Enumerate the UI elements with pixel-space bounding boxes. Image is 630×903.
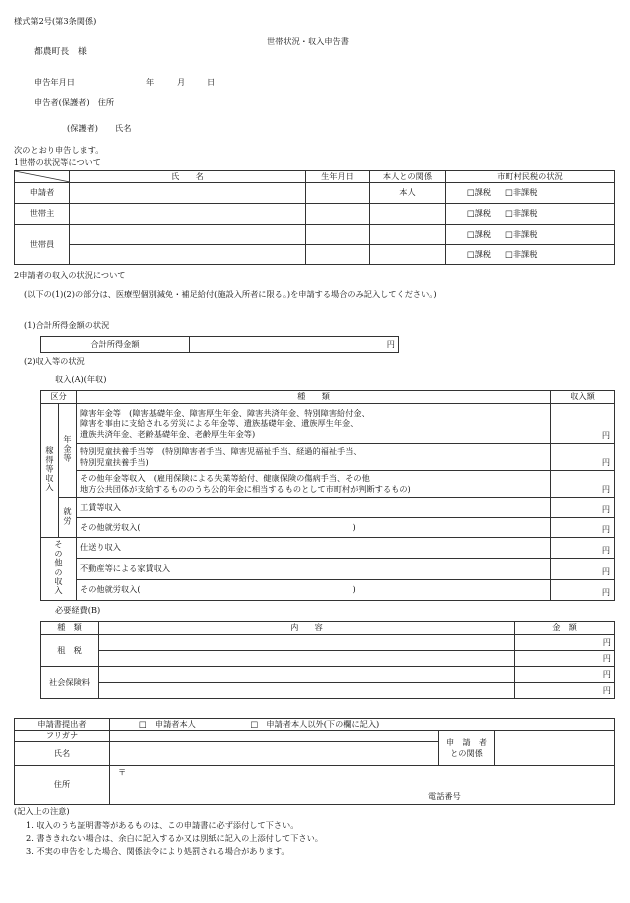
name-input[interactable]: [110, 742, 439, 766]
tax-status-cell[interactable]: [446, 245, 615, 265]
birthdate-input[interactable]: [306, 245, 370, 265]
table-row: [15, 183, 615, 204]
amount-input[interactable]: 円: [551, 444, 615, 471]
total-income-table: [40, 336, 399, 353]
taxed-checkbox[interactable]: □課税: [467, 187, 492, 198]
section2-title: 2申請者の収入の状況について: [14, 270, 126, 280]
date-day: 日: [207, 77, 216, 87]
sub2-title: (2)収入等の状況: [24, 356, 85, 366]
address-label: 住所: [15, 766, 110, 805]
date-label: 申告年月日: [34, 77, 75, 87]
note-item: 3. 不実の申告をした場合、関係法令により処罰される場合があります。: [26, 846, 290, 856]
date-year: 年: [146, 77, 155, 87]
section1-title: 1世帯の状況等について: [14, 157, 101, 167]
name-input[interactable]: [70, 204, 306, 225]
taxed-checkbox[interactable]: □課税: [467, 248, 492, 259]
header-kind: 種 類: [77, 391, 551, 404]
expense-label: 必要経費(B): [55, 605, 101, 615]
header-category: 区分: [41, 391, 77, 404]
pension-item-disability: 障害年金等 (障害基礎年金、障害厚生年金、障害共済年金、特別障害給付金、 障害を事由に支給される労災による年金等、遺族基礎年金、遺族厚生年金、 遺族共済年金、老齢基礎年金、老齢厚生年金等): [77, 404, 551, 444]
expense-amount-input[interactable]: 円: [515, 635, 615, 651]
submitter-options: [110, 719, 615, 731]
notes-title: (記入上の注意): [14, 806, 70, 816]
guardian-label: (保護者): [67, 123, 98, 133]
date-month: 月: [177, 77, 186, 87]
postal-mark: 〒: [118, 767, 127, 777]
exempt-checkbox[interactable]: □非課税: [505, 208, 538, 219]
applicant-name-label: 氏名: [115, 123, 132, 133]
relation-label: 申 請 者 との関係: [439, 731, 495, 766]
self-checkbox[interactable]: □ 申請者本人: [139, 718, 196, 729]
amount-input[interactable]: 円: [551, 518, 615, 538]
header-name: 氏 名: [70, 171, 306, 183]
furigana-input[interactable]: [110, 731, 439, 742]
birthdate-input[interactable]: [306, 225, 370, 245]
phone-label: 電話番号: [428, 791, 461, 802]
table-row: [15, 225, 615, 245]
other-item-rent: 不動産等による家賃収入: [77, 559, 551, 580]
name-input[interactable]: [70, 225, 306, 245]
expense-content-input[interactable]: [99, 683, 515, 699]
form-number: 様式第2号(第3条関係): [14, 16, 97, 26]
amount-input[interactable]: 円: [551, 498, 615, 518]
name-input[interactable]: [70, 183, 306, 204]
sub1-title: (1)合計所得金額の状況: [24, 320, 110, 330]
work-item-other: その他就労収入( ): [77, 518, 551, 538]
yen-unit: 円: [386, 338, 395, 349]
submitter-label: 申請書提出者: [15, 719, 110, 731]
category-other: その他の収入: [41, 538, 77, 601]
note-item: 1. 収入のうち証明書等があるものは、この申請書に必ず添付して下さい。: [26, 820, 299, 830]
pension-item-other: その他年金等収入 (雇用保険による失業等給付、健康保険の傷病手当、その他 地方公共団体が支給するもののうち公的年金に相当するものとして市町村が判断するもの): [77, 471, 551, 498]
header-birthdate: 生年月日: [306, 171, 370, 183]
pension-item-allowance: 特別児童扶養手当等 (特別障害者手当、障害児福祉手当、経過的福祉手当、 特別児童扶養手当): [77, 444, 551, 471]
page-title: 世帯状況・収入申告書: [267, 36, 349, 46]
other-item-misc: その他就労収入( ): [77, 580, 551, 601]
intro-text: 次のとおり申告します。: [14, 145, 104, 155]
submitter-table: [14, 718, 615, 805]
furigana-label: フリガナ: [15, 731, 110, 742]
expense-content-input[interactable]: [99, 667, 515, 683]
applicant-address-label: 申告者(保護者) 住所: [34, 97, 115, 107]
taxed-checkbox[interactable]: □課税: [467, 208, 492, 219]
row-label: 世帯員: [15, 225, 70, 265]
diagonal-cell: [15, 171, 70, 183]
table-row: [15, 204, 615, 225]
expense-content-input[interactable]: [99, 651, 515, 667]
birthdate-input[interactable]: [306, 204, 370, 225]
work-item-wage: 工賃等収入: [77, 498, 551, 518]
other-item-allowance: 仕送り収入: [77, 538, 551, 559]
amount-input[interactable]: 円: [551, 538, 615, 559]
relation-value[interactable]: [370, 204, 446, 225]
note-item: 2. 書ききれない場合は、余白に記入するか又は別紙に記入の上添付して下さい。: [26, 833, 323, 843]
taxed-checkbox[interactable]: □課税: [467, 228, 492, 239]
other-checkbox[interactable]: □ 申請者本人以外(下の欄に記入): [250, 718, 380, 729]
expense-amount-input[interactable]: 円: [515, 683, 615, 699]
total-income-label: 合計所得金額: [41, 337, 190, 353]
header-amount: 収入額: [551, 391, 615, 404]
expense-amount-input[interactable]: 円: [515, 651, 615, 667]
expense-tax-label: 租 税: [41, 635, 99, 667]
exempt-checkbox[interactable]: □非課税: [505, 228, 538, 239]
tax-status-cell[interactable]: [446, 225, 615, 245]
addressee: 都農町長 様: [34, 47, 87, 57]
expense-content-input[interactable]: [99, 635, 515, 651]
header-relation: 本人との関係: [370, 171, 446, 183]
row-label: 申請者: [15, 183, 70, 204]
amount-input[interactable]: 円: [551, 559, 615, 580]
table-row: [15, 245, 615, 265]
header-tax-status: 市町村民税の状況: [446, 171, 615, 183]
tax-status-cell[interactable]: [446, 183, 615, 204]
exempt-checkbox[interactable]: □非課税: [505, 248, 538, 259]
relation-input[interactable]: [495, 731, 615, 766]
relation-input[interactable]: [370, 245, 446, 265]
amount-input[interactable]: 円: [551, 404, 615, 444]
tax-status-cell[interactable]: [446, 204, 615, 225]
expense-table: [40, 621, 615, 699]
row-label: 世帯主: [15, 204, 70, 225]
total-income-input[interactable]: [190, 337, 399, 353]
income-label: 収入(A)(年収): [55, 374, 107, 384]
household-table: [14, 170, 615, 265]
income-table: [40, 390, 615, 601]
category-work: 就労: [59, 498, 77, 538]
relation-value: 本人: [370, 183, 446, 204]
birthdate-input[interactable]: [306, 183, 370, 204]
header-expense-kind: 種 類: [41, 622, 99, 635]
address-input[interactable]: [110, 766, 615, 805]
category-pension: 年金等: [59, 404, 77, 498]
name-label: 氏名: [15, 742, 110, 766]
name-input[interactable]: [70, 245, 306, 265]
header-expense-content: 内 容: [99, 622, 515, 635]
section2-note: (以下の(1)(2)の部分は、医療型個別減免・補足給付(施設入所者に限る。)を申請する場合のみ記入してください。): [24, 289, 437, 299]
amount-input[interactable]: 円: [551, 580, 615, 601]
relation-input[interactable]: [370, 225, 446, 245]
category-earned: 稼得等収入: [41, 404, 59, 538]
amount-input[interactable]: 円: [551, 471, 615, 498]
expense-insurance-label: 社会保険料: [41, 667, 99, 699]
header-expense-amount: 金 額: [515, 622, 615, 635]
exempt-checkbox[interactable]: □非課税: [505, 187, 538, 198]
expense-amount-input[interactable]: 円: [515, 667, 615, 683]
